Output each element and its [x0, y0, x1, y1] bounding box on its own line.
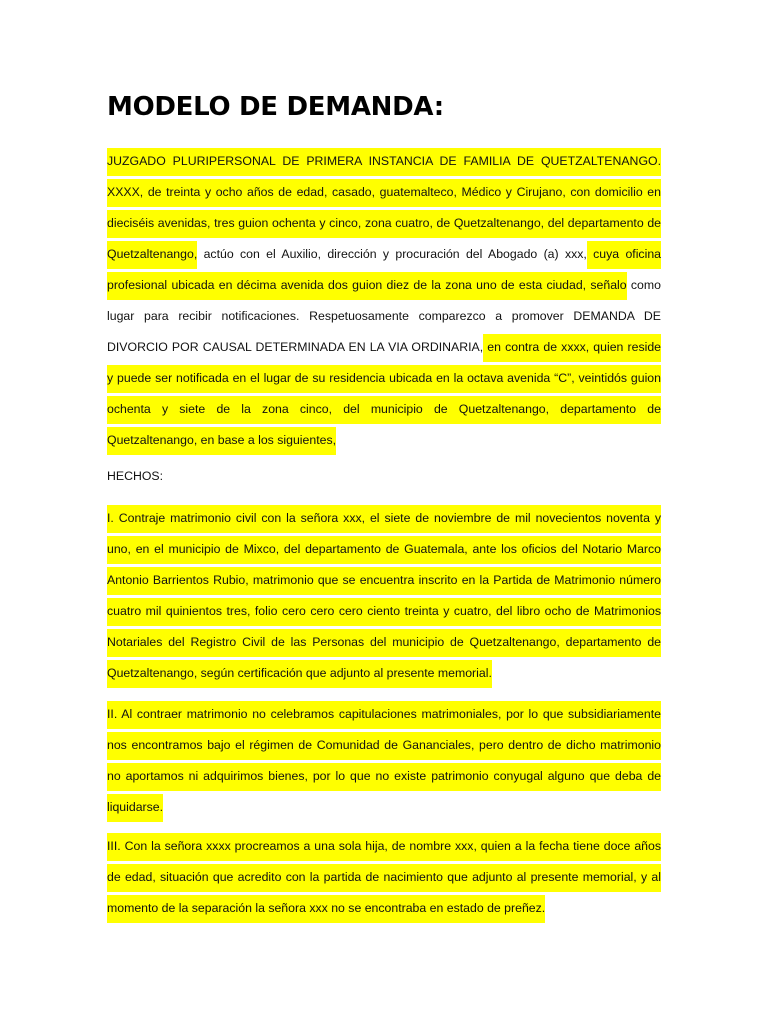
hecho-paragraph — [107, 699, 661, 823]
highlighted-text: cuya oficina profesional ubicada en décima avenida dos guion diez de la zona uno de esta ciudad, señalo — [107, 241, 661, 300]
plain-text: actúo con el Auxilio, dirección y procuración del Abogado (a) xxx, — [197, 247, 587, 261]
document-page — [107, 0, 661, 1024]
highlighted-text: III. Con la señora xxxx procreamos a una sola hija, de nombre xxx, quien a la fecha tiene doce años de edad, situación que acredito con la partida de nacimiento que adjunto al presente memorial, y al momento de la separación la señora xxx no se encontraba en estado de preñez. — [107, 833, 661, 923]
highlighted-text: I. Contraje matrimonio civil con la señora xxx, el siete de noviembre de mil novecientos noventa y uno, en el municipio de Mixco, del departamento de Guatemala, ante los oficios del Notario Marco Antonio Barrientos Rubio, matrimonio que se encuentra inscrito en la Partida de Matrimonio número cuatro mil quinientos tres, folio cero cero cero ciento treinta y cuatro, del libro ocho de Matrimonios Notariales del Registro Civil de las Personas del municipio de Quetzaltenango, departamento de Quetzaltenango, según certificación que adjunto al presente memorial. — [107, 505, 661, 688]
intro-paragraph — [107, 146, 661, 456]
highlighted-text: en contra de xxxx, quien reside y puede ser notificada en el lugar de su residencia ubicada en la octava avenida “C”, veintidós guion ochenta y siete de la zona cinco, del municipio de Quetzaltenango, departamento de Quetzaltenango, en base a los siguientes, — [107, 334, 661, 455]
plain-text: como lugar para recibir notificaciones. Respetuosamente comparezco a promover DEMANDA DE DIVORCIO POR CAUSAL DETERMINADA EN LA VIA ORDINARIA, — [107, 278, 661, 354]
hecho-paragraph — [107, 503, 661, 689]
hecho-paragraph — [107, 831, 661, 924]
document-title: MODELO DE DEMANDA: — [107, 92, 444, 122]
highlighted-text: II. Al contraer matrimonio no celebramos capitulaciones matrimoniales, por lo que subsidiariamente nos encontramos bajo el régimen de Comunidad de Gananciales, pero dentro de dicho matrimonio no aportamos ni adquirimos bienes, por lo que no existe patrimonio conyugal alguno que deba de liquidarse. — [107, 701, 661, 822]
hechos-heading: HECHOS: — [107, 469, 164, 483]
highlighted-text: JUZGADO PLURIPERSONAL DE PRIMERA INSTANCIA DE FAMILIA DE QUETZALTENANGO. XXXX, de treinta y ocho años de edad, casado, guatemalteco, Médico y Cirujano, con domicilio en dieciséis avenidas, tres guion ochenta y cinco, zona cuatro, de Quetzaltenango, del departamento de Quetzaltenango, — [107, 148, 661, 269]
